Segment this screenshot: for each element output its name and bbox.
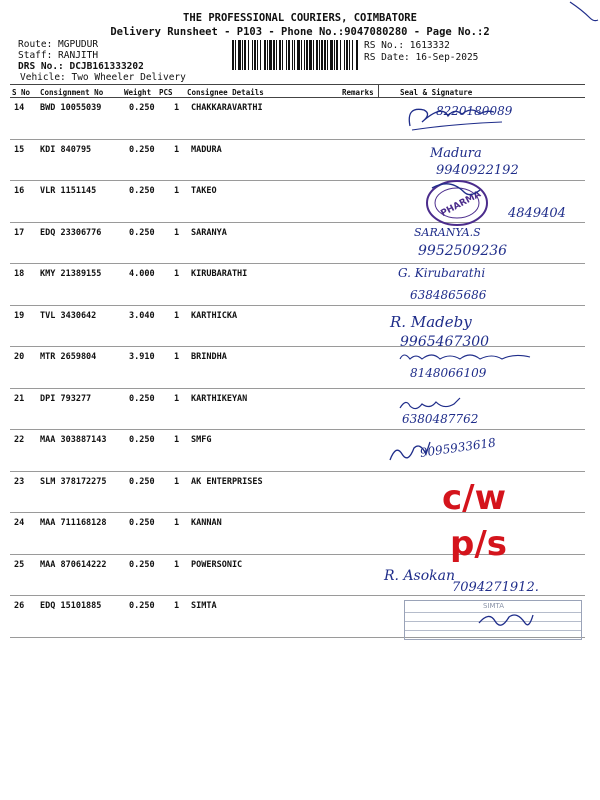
cell-weight: 0.250	[129, 435, 155, 445]
barcode-bar	[352, 40, 353, 70]
cell-consignee: KANNAN	[191, 518, 222, 528]
barcode-bar	[297, 40, 300, 70]
row-divider	[10, 263, 585, 264]
barcode-bar	[349, 40, 350, 70]
cell-pcs: 1	[174, 103, 180, 113]
barcode-bar	[319, 40, 320, 70]
cell-pcs: 1	[174, 559, 180, 570]
barcode-bar	[309, 40, 312, 70]
barcode-bar	[286, 40, 287, 70]
signature-phone-16: 4849404	[508, 206, 566, 221]
signature-scribble-26	[475, 609, 535, 635]
cell-pcs: 1	[174, 352, 180, 362]
company-title: THE PROFESSIONAL COURIERS, COIMBATORE	[183, 12, 417, 24]
cell-consignee: KARTHICKA	[191, 310, 238, 321]
barcode-bar	[292, 40, 293, 70]
barcode-bar	[276, 40, 277, 70]
stamp-text-26: SIMTA	[483, 602, 505, 610]
cell-consignment: DPI 793277	[40, 393, 92, 404]
barcode-bar	[304, 40, 305, 70]
cell-pcs: 1	[174, 518, 180, 528]
simta-stamp-26	[404, 600, 582, 640]
corner-pen-mark	[568, 0, 600, 28]
header-top-rule	[10, 84, 585, 85]
cell-consignment: KMY 21389155	[40, 269, 102, 279]
vehicle-label: Vehicle: Two Wheeler Delivery	[20, 72, 186, 83]
barcode	[232, 40, 358, 70]
signature-name-17: SARANYA.S	[414, 226, 481, 239]
cell-consignee: AK ENTERPRISES	[191, 476, 263, 487]
cell-sno: 21	[14, 393, 25, 404]
cell-sno: 16	[14, 186, 25, 196]
signature-phone-25: 7094271912.	[452, 580, 539, 595]
barcode-bar	[267, 40, 268, 70]
cell-sno: 22	[14, 435, 25, 445]
barcode-bar	[336, 40, 338, 70]
row-divider	[10, 595, 585, 596]
barcode-bar	[232, 40, 234, 70]
barcode-bar	[316, 40, 318, 70]
signature-phone-14: 8220180089	[436, 104, 513, 118]
cell-consignment: MAA 303887143	[40, 435, 107, 445]
rs-number: RS No.: 1613332	[364, 40, 450, 51]
red-mark-ps: p/s	[450, 524, 507, 564]
signature-phone-20: 8148066109	[410, 366, 487, 380]
col-weight: Weight	[124, 88, 152, 97]
signature-phone-15: 9940922192	[436, 163, 519, 178]
drs-label: DRS No.: DCJB161333202	[18, 61, 144, 72]
signature-name-15: Madura	[430, 146, 482, 161]
row-divider	[10, 180, 585, 181]
signature-name-19: R. Madeby	[390, 313, 472, 331]
barcode-bar	[301, 40, 302, 70]
cell-consignment: EDQ 15101885	[40, 601, 102, 611]
barcode-bar	[294, 40, 295, 70]
runsheet-title: Delivery Runsheet - P103 - Phone No.:9047080280 - Page No.:2	[110, 26, 490, 38]
cell-sno: 26	[14, 601, 25, 611]
col-divider	[378, 84, 379, 98]
barcode-bar	[235, 40, 236, 70]
barcode-bar	[238, 40, 241, 70]
cell-consignment: SLM 378172275	[40, 476, 107, 487]
cell-consignee: TAKEO	[191, 186, 217, 196]
cell-consignee: POWERSONIC	[191, 559, 243, 570]
barcode-bar	[344, 40, 345, 70]
row-divider	[10, 222, 585, 223]
barcode-graphic	[232, 40, 358, 70]
cell-pcs: 1	[174, 393, 180, 404]
cell-consignee: CHAKKARAVARTHI	[191, 103, 263, 113]
barcode-bar	[257, 40, 258, 70]
cell-sno: 17	[14, 227, 25, 238]
barcode-bar	[252, 40, 253, 70]
cell-weight: 0.250	[129, 559, 155, 570]
cell-sno: 20	[14, 352, 25, 362]
cell-consignment: BWD 10055039	[40, 103, 102, 113]
cell-sno: 23	[14, 476, 25, 487]
cell-consignee: KIRUBARATHI	[191, 269, 248, 279]
cell-weight: 0.250	[129, 476, 155, 487]
cell-weight: 3.040	[129, 310, 155, 321]
barcode-bar	[279, 40, 281, 70]
col-sno: S No	[12, 88, 31, 97]
cell-weight: 0.250	[129, 227, 155, 238]
staff-label: Staff: RANJITH	[18, 50, 99, 61]
signature-phone-17: 9952509236	[418, 243, 508, 259]
cell-consignee: SIMTA	[191, 601, 217, 611]
signature-phone-19: 9965467300	[400, 334, 490, 350]
row-divider	[10, 471, 585, 472]
col-remarks: Remarks	[342, 88, 374, 97]
cell-sno: 24	[14, 518, 25, 528]
col-consignment: Consignment No	[40, 88, 104, 97]
cell-sno: 14	[14, 103, 25, 113]
row-divider	[10, 429, 585, 430]
cell-pcs: 1	[174, 269, 180, 279]
cell-consignment: EDQ 23306776	[40, 227, 102, 238]
cell-consignment: MTR 2659804	[40, 352, 97, 362]
barcode-bar	[330, 40, 333, 70]
cell-weight: 0.250	[129, 103, 155, 113]
cell-consignee: SMFG	[191, 435, 212, 445]
stamp-text-16: PHARMA	[439, 189, 483, 219]
signature-phone-21: 6380487762	[402, 412, 479, 426]
cell-weight: 0.250	[129, 393, 155, 404]
cell-pcs: 1	[174, 227, 180, 238]
cell-weight: 3.910	[129, 352, 155, 362]
barcode-bar	[248, 40, 249, 70]
barcode-bar	[282, 40, 283, 70]
pharma-stamp-16	[424, 178, 490, 228]
signature-name-18: G. Kirubarathi	[398, 266, 486, 280]
route-label: Route: MGPUDUR	[18, 39, 99, 50]
barcode-bar	[356, 40, 358, 70]
cell-pcs: 1	[174, 186, 180, 196]
row-divider	[10, 388, 585, 389]
header-bottom-rule	[10, 97, 585, 98]
cell-pcs: 1	[174, 476, 180, 487]
cell-consignee: MADURA	[191, 144, 222, 155]
barcode-bar	[273, 40, 275, 70]
barcode-bar	[269, 40, 272, 70]
barcode-bar	[313, 40, 314, 70]
barcode-bar	[340, 40, 341, 70]
row-divider	[10, 139, 585, 140]
cell-consignment: KDI 840795	[40, 144, 92, 155]
cell-consignee: BRINDHA	[191, 352, 227, 362]
barcode-bar	[346, 40, 348, 70]
barcode-bar	[242, 40, 243, 70]
signature-scribble-20	[398, 349, 538, 365]
cell-pcs: 1	[174, 601, 180, 611]
barcode-bar	[264, 40, 266, 70]
cell-weight: 0.250	[129, 518, 155, 528]
cell-consignment: TVL 3430642	[40, 310, 97, 321]
cell-weight: 0.250	[129, 186, 155, 196]
cell-pcs: 1	[174, 144, 180, 155]
col-pcs: PCS	[159, 88, 173, 97]
cell-sno: 18	[14, 269, 25, 279]
cell-consignment: MAA 711168128	[40, 518, 107, 528]
signature-name-25: R. Asokan	[384, 568, 456, 584]
cell-consignment: VLR 1151145	[40, 186, 97, 196]
col-consignee: Consignee Details	[187, 88, 264, 97]
barcode-bar	[260, 40, 261, 70]
barcode-bar	[327, 40, 328, 70]
cell-weight: 4.000	[129, 269, 155, 279]
cell-weight: 0.250	[129, 601, 155, 611]
cell-weight: 0.250	[129, 144, 155, 155]
barcode-bar	[324, 40, 326, 70]
cell-pcs: 1	[174, 435, 180, 445]
row-divider	[10, 305, 585, 306]
red-mark-cw: c/w	[442, 478, 506, 518]
cell-sno: 15	[14, 144, 25, 155]
barcode-bar	[321, 40, 323, 70]
cell-sno: 25	[14, 559, 25, 570]
cell-sno: 19	[14, 310, 25, 321]
cell-consignee: SARANYA	[191, 227, 227, 238]
cell-pcs: 1	[174, 310, 180, 321]
signature-phone-18: 6384865686	[410, 288, 487, 302]
cell-consignment: MAA 870614222	[40, 559, 107, 570]
rs-date: RS Date: 16-Sep-2025	[364, 52, 479, 63]
cell-consignee: KARTHIKEYAN	[191, 393, 248, 404]
barcode-bar	[334, 40, 335, 70]
signature-phone-22: 9095933618	[419, 435, 497, 460]
row-divider	[10, 346, 585, 347]
barcode-bar	[288, 40, 290, 70]
barcode-bar	[254, 40, 256, 70]
barcode-bar	[244, 40, 246, 70]
col-seal: Seal & Signature	[400, 88, 473, 97]
barcode-bar	[306, 40, 308, 70]
